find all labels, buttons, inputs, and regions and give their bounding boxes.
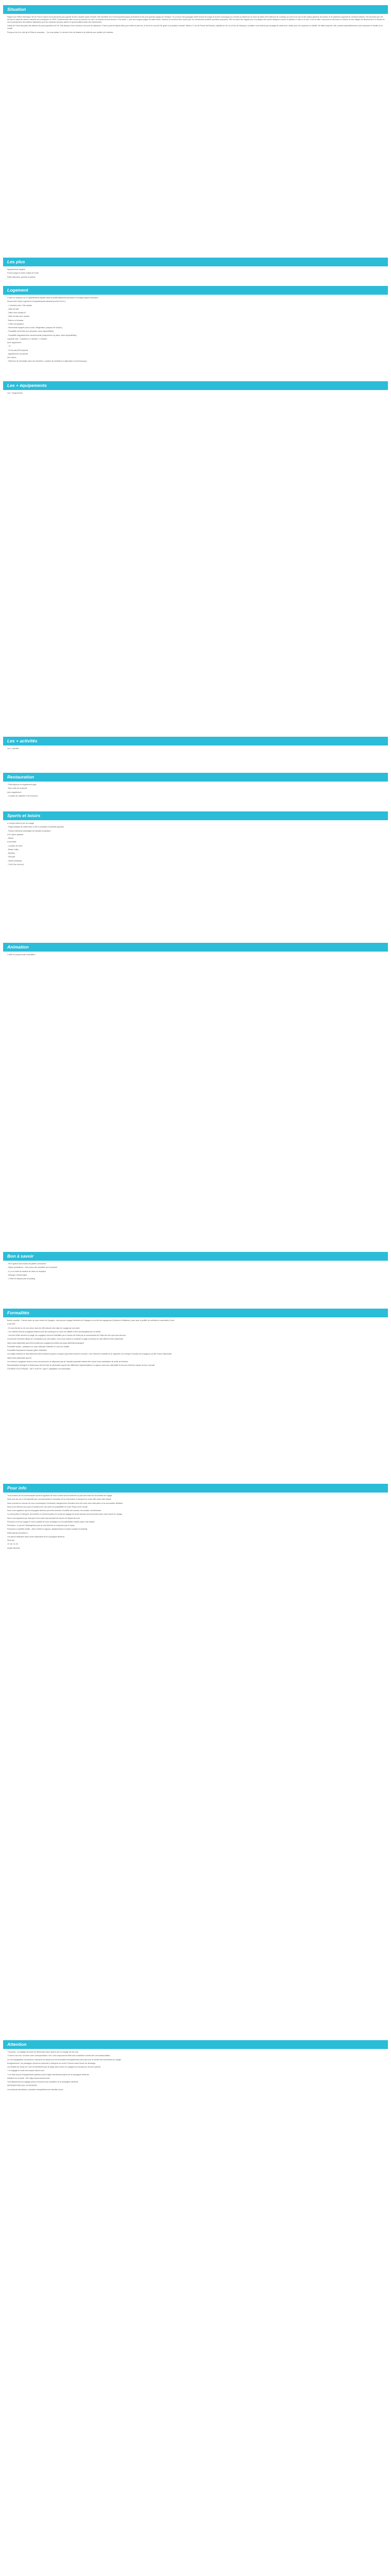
paragraph: Nous vous rappelons que la compagnie aérienne peut être amenée à modifier les horaires, les escales, les itinéraires. — [7, 1510, 102, 1512]
section-title: Logement — [7, 287, 28, 293]
paragraph: - Sports nautiques — [7, 859, 22, 862]
paragraph: L'hôtel ne propose pas d'animation. — [7, 954, 36, 956]
section-les-quipements — [3, 381, 388, 396]
section-title: Les + activités — [7, 738, 38, 744]
paragraph: https://www.diplomatie.gouv.fr/ — [7, 1357, 32, 1359]
paragraph: Appartements équipés — [7, 268, 26, 270]
paragraph: * Les frais de port d'équipements spéciaux sont à régler directement auprès de la compagnie aérienne. — [7, 2073, 90, 2076]
paragraph: - Location de vélos — [7, 844, 23, 847]
paragraph: Les boissons alcoolisées, cannabis et stupéfiants sont interdits à bord. — [7, 2088, 64, 2091]
paragraph: Capacité max : 3 adultes ou 2 adultes + 2 enfants — [7, 337, 47, 340]
paragraph: - Les enfants mineurs voyageant doivent avoir leur passeport en cours de validité et être accompagnés par un adulte. — [7, 1330, 101, 1333]
paragraph: Prévoyez un kit de voyage et il est conseillé de vous renseigner sur les spécificités locales avant votre départ. — [7, 1520, 95, 1523]
paragraph: * Nouveau : un bagage de soute est désormais inclus dans le prix du voyage sur les vols. — [7, 2051, 79, 2053]
section-title: Les + équipements — [7, 383, 47, 388]
paragraph: - Réservez de l'émulation dans les chambres. Location de ventilateur à disposition (Coût beaucoup) — [7, 360, 87, 363]
paragraph: Avec supplément : — [7, 342, 22, 344]
paragraph: - Séjour quotidienne : mise à jour des serviettes de la chambre — [7, 1266, 58, 1269]
section-header — [3, 5, 388, 14]
paragraph: Ministère de la Santé : Ref. https://www.mesvols.info/ — [7, 2077, 50, 2079]
section-header — [3, 1309, 388, 1317]
section-header — [3, 811, 388, 820]
section-title: Pour info — [7, 1485, 27, 1491]
section-logement — [3, 286, 388, 364]
section-title: Situation — [7, 7, 26, 12]
section-body — [3, 2051, 388, 2091]
section-les-activit-s — [3, 737, 388, 751]
paragraph: * Un bagage en soute est compris dans le prix. — [7, 2070, 45, 2072]
paragraph: - Possibilité de lit bébé (sur demande, selon disponibilités) — [7, 330, 54, 333]
paragraph: Nous sommes en mesure de vous communiquer d'éventuels changements d'horaires des vols entre votre réservation et la convocation définitive. — [7, 1502, 123, 1504]
section-body — [3, 16, 388, 34]
section-header — [3, 737, 388, 745]
paragraph: - Appartement vue piscine — [7, 352, 28, 355]
section-header — [3, 773, 388, 782]
section-restauration — [3, 773, 388, 799]
section-body — [3, 784, 388, 798]
paragraph: - Piscine extérieure aménagée de transats et parasols — [7, 829, 51, 832]
section-header — [3, 286, 388, 295]
section-title: Formalités — [7, 1310, 29, 1316]
section-title: Attention — [7, 2042, 27, 2047]
paragraph: - TV — [7, 345, 11, 348]
paragraph: ● En option payante — [7, 833, 24, 836]
section-les-plus — [3, 258, 388, 280]
section-animation — [3, 943, 388, 957]
paragraph: - Salle de bain — [7, 308, 19, 310]
paragraph: - Golf (4 km environ) — [7, 863, 24, 866]
section-pour-info — [3, 1484, 388, 1551]
paragraph: Enregistrement : les passagers doivent se présenter à l'aéroport au moins 2 heures avant l'heure de décollage. — [7, 2062, 96, 2064]
paragraph: Formalité requise : passeport ou carte nationale d'identité en cours de validité. — [7, 1345, 70, 1348]
section-title: Sports et loisirs — [7, 813, 41, 819]
paragraph: - Coffre-fort (payant) — [7, 323, 24, 325]
paragraph: - Salon avec canapé-lit — [7, 312, 26, 314]
section-title: Bon à savoir — [7, 1253, 34, 1259]
paragraph: - Il y a un hôtel de location de vélos en réception — [7, 1270, 46, 1273]
paragraph: Tous horaires de vol communiqués avant la signature de votre contrat seront confirmés au plus tard dans les documents de voyage. — [7, 1495, 113, 1497]
paragraph: - Ménage 4 fois/semaine — [7, 1274, 27, 1276]
paragraph: L'hôtel se compose de 91 appartements répartis dans de petits bâtiments bas autour d'un large espace de jardins. — [7, 297, 99, 299]
paragraph: - Bowling — [7, 852, 15, 854]
paragraph: - L'hôtel ne dispose pas de parking — [7, 1278, 36, 1280]
paragraph: - Billard — [7, 837, 13, 839]
paragraph: - 1 chambre avec 2 lits simples — [7, 304, 32, 307]
paragraph: - Go be pas (Wi-fi payant) — [7, 349, 28, 351]
section-body — [3, 822, 388, 866]
paragraph: - Salle de bain avec douche — [7, 315, 30, 318]
paragraph: 19 JUL 21.00 — [7, 1543, 18, 1546]
section-title: Les plus — [7, 259, 25, 265]
paragraph: Personnes à mobilité réduite : aide à l'hôtel en vigueur, déplacements en chaise roulante et fauteuils. — [7, 1528, 88, 1531]
paragraph: Les + activités — [7, 748, 19, 750]
paragraph: ● Compris dans le prix du voyage — [7, 822, 35, 824]
paragraph: PRÉCISION ESCAPEFLY — [7, 1532, 28, 1534]
paragraph: - Balcon ou terrasse — [7, 319, 24, 321]
paragraph: A NOTER — [7, 1323, 15, 1326]
paragraph: Les mineurs voyageant seuls ou avec une personne ne disposant pas de l'autorité parentale doivent être munis d'une autorisation de sortie de territoire. — [7, 1360, 129, 1363]
paragraph: INFORMATIONS AUX VOYAGEURS : — [7, 2084, 38, 2087]
paragraph: La convocation à l'aéroport, les horaires en heures locales et le poids du bagage de soute autorisé seront précisés dans votre carnet de voyage. — [7, 1513, 123, 1516]
section-situation — [3, 5, 388, 35]
paragraph: - Beach volley — [7, 848, 19, 851]
paragraph: Les + équipements — [7, 392, 23, 394]
section-body — [3, 392, 388, 395]
paragraph: Durant votre séjour, logement en Appartements standard (environ 30 m²) : — [7, 300, 67, 303]
paragraph: - Kitchenette équipée (micro-onde, réfrigérateur, plaques de cuisson) — [7, 327, 62, 329]
paragraph: Caleta de Fuste fait partie des stations les plus populaires de l'île. Elle dispose d'une marina et d'un port de plaisance. C'est le point de départ idéal pour visiter la côte est, le sud et le nord de l'île grâce à sa position centrale. Située à 7 km de Puerto del Rosario, capitale de l'île, et à 8 km de l'aéroport, la station vous séduira par sa plage de sable doré, idéale pour vos vacances en famille. De taille moyenne, elle convient particulièrement à ses vacances en famille et en couple. — [7, 25, 383, 30]
paragraph: A proximité : — [7, 841, 18, 843]
paragraph: Pourquoi est-il un club de la Plata et caracolas… Ça vous plaisez, le dernier et les de balade et de détente pour profiter de l'extérieur. — [7, 31, 114, 33]
paragraph: - Possibilité d'appartements communicants (uniquement sur place, selon disponibilités) — [7, 334, 77, 336]
section-body — [3, 954, 388, 956]
paragraph: Concernant l'éventuel départ du Constantino par votre séjour, nous vous invitons à consulter le page ci-dessous du site officiel France Diplomatie — [7, 1338, 123, 1341]
section-header — [3, 1252, 388, 1261]
section-body — [3, 748, 388, 750]
paragraph: Petits balconets, piscines et jardins — [7, 276, 36, 278]
paragraph: Nous nous référons aux jours et horaires des vols selon les possibilités de notre Temps d'une escale. — [7, 1505, 88, 1508]
paragraph: - Bar à côté de la piscine — [7, 787, 27, 790]
section-attention — [3, 2040, 388, 2092]
section-header — [3, 258, 388, 266]
section-header — [3, 381, 388, 390]
section-body — [3, 1263, 388, 1280]
section-body — [3, 1319, 388, 1370]
section-sports-et-loisirs — [3, 811, 388, 867]
section-header — [3, 1484, 388, 1493]
paragraph: - Petit-déjeuner en supplément payé — [7, 784, 37, 786]
paragraph: Les places attribuées dans l'avion dépendent de la compagnie aérienne. — [7, 1535, 66, 1538]
paragraph: Les règles relatives au franchissement des frontières propres à chaque pays étant amenés à évoluer, il est vivement conseillé de se rapporter à la rubrique Conseils aux voyageurs du site France Diplomatie. — [7, 1353, 172, 1355]
paragraph: Avec supplément : — [7, 791, 22, 793]
paragraph: Un accompagnateur est présent à l'aéroport de départ pour les formalités d'enregistrement ainsi que pour la remise des documents de voyage. — [7, 2058, 122, 2061]
section-title: Restauration — [7, 774, 34, 780]
paragraph: Info voiture : — [7, 357, 18, 359]
paragraph: Bonne nouvelle : Comme dans de votre entrée en Espagne, vous pouvez voyager librement en Espagne et sur les îles espagnoles (Canaries et Baléares), sans avoir à justifier de certificat de vaccination Covid. — [7, 1319, 175, 1321]
section-title: Animation — [7, 944, 29, 950]
paragraph: Tout déplacement ou bagage perdu est soumis aux conditions de la compagnie aérienne. — [7, 2081, 79, 2083]
section-header — [3, 943, 388, 952]
paragraph: Plein lieu — [7, 1539, 15, 1541]
paragraph: Région par l'Office Historique l'île de Pont la nature est la deuxième plus grande île des Canaries après Tenerife. Elle bénéficie d'un environnement passé permanent et des plus grandes plages de l'archipel. On y trouve des paysages variés tenant de image de la terre volcanique (ou cendre) au littoral de sa dune de sable d'Ern National de Corralejo au nord et du sud et des vastes plaideoe de surface et de plantures rappelant le continent africain. Pas étonnant que l'île ait reçu le statut de réserve naturelle de la biosphère en 2009. Fuerteventura offre un pur au douceur de vivre, un brassin environnement « l'île calme », pour ses longues plages de sable blanc. Surfeurs se tournent donc aussi pour les nombreuses activités sportives proposées. Elle est aussi très rappelé pour la pratique des sports nautiques comme la planche à voile ou le surf. C'est en effet, vous pourrez découvrir le charme de ses villages de Betancuria et la beauté de ses conséquences des stations balnéaires pour les vacances les plus calmes et qui accueillent aussi des événements. — [7, 16, 385, 24]
paragraph: Les enfants de moins de 2 ans ne bénéficient pas de siège dans l'avion, ils voyagent sur les genoux de leurs parents. — [7, 2066, 101, 2068]
paragraph: - Plage publique de sable blanc à 200 m (transats et parasols payants) — [7, 826, 64, 828]
paragraph: Formalités français/non français (pièce d'identité). — [7, 1349, 47, 1351]
paragraph: escale éternelle — [7, 1547, 20, 1549]
paragraph: * Dans le cas d'un vol retour avec correspondance, les 2 vols composant le billet sont considérés comme des vols indissociables. — [7, 2055, 111, 2057]
paragraph: - Mini golf — [7, 856, 15, 858]
paragraph: - Location de vaisselle (+18 € environ) — [7, 794, 38, 797]
paragraph: Dans tous les cas, il est impératif que vous demandiez la réception de la convocation à l'aéroport au moins 48h avant votre départ. — [7, 1498, 112, 1501]
paragraph: - En cas d'arrivé ou de non-retour dans les 48h suivant votre date de voyage par une autre. — [7, 1327, 80, 1329]
section-body — [3, 297, 388, 363]
paragraph: Proche plage et centre Caleta de Fuste — [7, 272, 39, 275]
paragraph: Ressortissants étrangers et binationaux devront faire le nécessaire auprès des différentes réglementations en vigueur selon leur nationalité et devront s'informer auprès de leur consulat. — [7, 1364, 155, 1366]
paragraph: - Une fois l'hôtel arrivés à la plage, les voyageurs devront s'identifier par le réseau de l'hôtel par le commandant de l'hôtel une fois que nous arrivons. — [7, 1334, 126, 1336]
section-body — [3, 268, 388, 279]
section-formalit-s — [3, 1309, 388, 1372]
section-body — [3, 1495, 388, 1550]
paragraph: https://www.diplomatie.gouv.fr/fr/conseils-aux-voyageurs/conseils-par-pays-destination/espagne/ — [7, 1342, 84, 1344]
paragraph: Précisions : le prix de l'hébergement pour la nuit d'arrivée ne comprend pas le repas. — [7, 1524, 75, 1527]
paragraph: Nous vous signalons que l'aéroport n'est ouvert que pendant les heures de départ des vols. — [7, 1517, 80, 1519]
section-header — [3, 2040, 388, 2049]
section-bon-savoir — [3, 1252, 388, 1281]
paragraph: - Wi-Fi gratuit dans toutes les parties communes — [7, 1263, 46, 1265]
paragraph: COURANT ÉLECTRIQUE : 230 V et 50 Hz. Type F. Adaptateur non nécessaire. — [7, 1368, 71, 1370]
